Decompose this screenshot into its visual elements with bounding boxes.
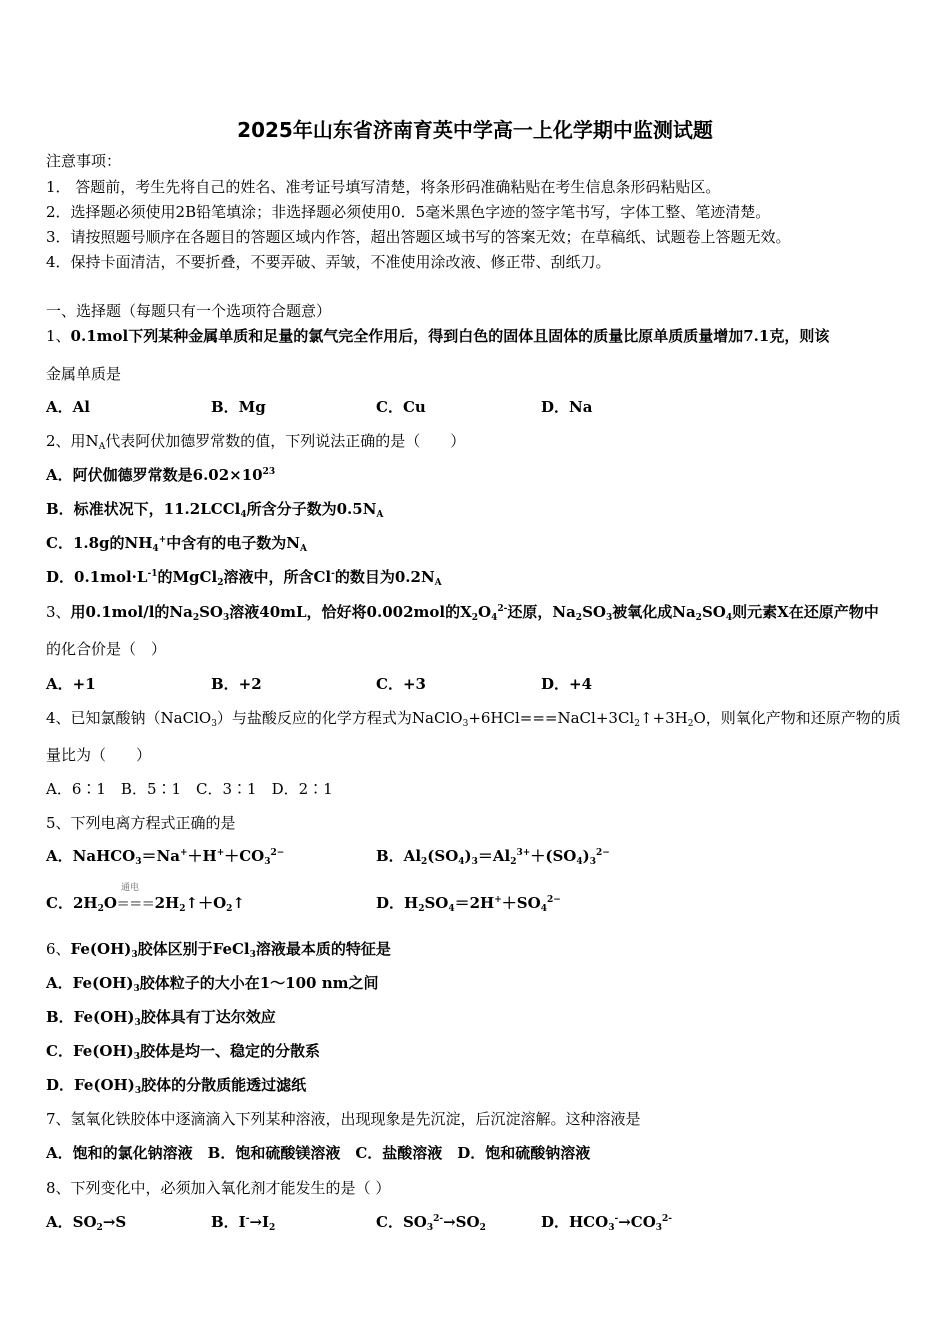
q3-option-a: A．+1 bbox=[46, 675, 96, 693]
question-number: 4、 bbox=[46, 709, 71, 727]
stem-part: 则元素X在还原产物中 bbox=[732, 603, 879, 621]
option-text: ＝Na bbox=[141, 847, 180, 865]
option-text: ) bbox=[464, 847, 472, 865]
superscript: 3+ bbox=[516, 848, 531, 858]
q3-option-d: D．+4 bbox=[541, 675, 593, 693]
option-text: 溶液中，所含Cl bbox=[223, 568, 332, 586]
option-text: ) bbox=[582, 847, 590, 865]
question-1-stem: 0.1mol下列某种金属单质和足量的氯气完全作用后，得到白色的固体且固体的质量比原单质质量增加7.1克，则该 bbox=[70, 327, 830, 345]
subscript: 3 bbox=[608, 1223, 615, 1233]
subscript: 3 bbox=[426, 1223, 434, 1233]
stem-part: SO bbox=[701, 603, 726, 621]
subscript: 2 bbox=[179, 904, 186, 914]
superscript: + bbox=[216, 848, 225, 858]
option-text: 所含分子数为0.5N bbox=[246, 500, 377, 518]
stem-part: Fe(OH) bbox=[70, 940, 132, 958]
subscript: 3 bbox=[134, 1018, 141, 1028]
electrolysis-condition: 通电 bbox=[121, 883, 140, 893]
option-text: C．2H bbox=[46, 894, 98, 912]
subscript: 3 bbox=[131, 950, 138, 960]
option-text: 胶体粒子的大小在1～100 nm之间 bbox=[139, 974, 379, 992]
subscript: A bbox=[434, 578, 442, 588]
option-text: O bbox=[103, 894, 117, 912]
subscript: 4 bbox=[458, 857, 465, 867]
q3-option-b: B．+2 bbox=[211, 675, 262, 693]
subscript: 2 bbox=[634, 719, 640, 729]
option-text: B．Al bbox=[376, 847, 422, 865]
question-3-line-1 bbox=[46, 602, 879, 622]
subscript: 2 bbox=[97, 904, 104, 914]
option-text: 的MgCl bbox=[157, 568, 218, 586]
notice-item-4: 4．保持卡面清洁，不要折叠，不要弄破、弄皱，不准使用涂改液、修正带、刮纸刀。 bbox=[46, 253, 611, 271]
stem-part: 溶液最本质的特征是 bbox=[255, 940, 391, 958]
subscript: 3 bbox=[589, 857, 596, 867]
subscript: A bbox=[299, 544, 307, 554]
stem-part: O，则氧化产物和还原产物的质 bbox=[693, 709, 901, 727]
q8-option-b bbox=[211, 1212, 275, 1232]
subscript: 3 bbox=[133, 984, 140, 994]
question-4-line-1 bbox=[46, 708, 901, 728]
option-text: SO bbox=[424, 894, 449, 912]
option-text: ↑＋O bbox=[185, 894, 227, 912]
option-text: A．NaHCO bbox=[46, 847, 136, 865]
q2-option-d bbox=[46, 567, 442, 587]
subscript: 2 bbox=[269, 1223, 276, 1233]
option-text: 2H bbox=[154, 894, 180, 912]
question-number: 6、 bbox=[46, 940, 71, 958]
subscript: 2 bbox=[695, 613, 702, 623]
question-number: 7、 bbox=[46, 1110, 71, 1128]
option-text: (SO bbox=[427, 847, 459, 865]
superscript: - bbox=[614, 1214, 619, 1224]
superscript: - bbox=[331, 569, 335, 579]
stem-part: 溶液40mL，恰好将0.002mol的X bbox=[229, 603, 472, 621]
q3-option-c: C．+3 bbox=[376, 675, 426, 693]
reaction-arrow: === bbox=[116, 894, 155, 912]
superscript: - bbox=[245, 1214, 250, 1224]
option-text: B．I bbox=[211, 1213, 246, 1231]
subscript: 2 bbox=[226, 904, 233, 914]
subscript: 3 bbox=[135, 857, 142, 867]
question-4-line-2: 量比为（ ） bbox=[46, 746, 152, 764]
subscript: 2 bbox=[687, 719, 694, 729]
question-number: 5、 bbox=[46, 814, 71, 832]
question-number: 1、 bbox=[46, 327, 71, 345]
q8-option-a bbox=[46, 1212, 126, 1232]
option-text: A．SO bbox=[46, 1213, 97, 1231]
superscript: 2− bbox=[595, 848, 610, 858]
stem-part: 代表阿伏加德罗常数的值，下列说法正确的是（ ） bbox=[105, 432, 466, 450]
option-text: ＋(SO bbox=[530, 847, 577, 865]
q5-option-d bbox=[376, 893, 561, 913]
question-number: 8、 bbox=[46, 1179, 71, 1197]
question-1-line-1 bbox=[46, 326, 829, 346]
subscript: 2 bbox=[418, 904, 425, 914]
question-1-line-2: 金属单质是 bbox=[46, 365, 122, 383]
subscript: 3 bbox=[249, 950, 256, 960]
subscript: 4 bbox=[576, 857, 583, 867]
notice-item-2: 2．选择题必须使用2B铅笔填涂；非选择题必须使用0．5毫米黑色字迹的签字笔书写，字体工整、笔迹清楚。 bbox=[46, 203, 771, 221]
subscript: 4 bbox=[540, 904, 547, 914]
stem-part: 还原，Na bbox=[507, 603, 576, 621]
subscript: 4 bbox=[491, 613, 498, 623]
q1-option-b: B．Mg bbox=[211, 398, 266, 416]
stem-part: SO bbox=[582, 603, 606, 621]
option-text: D．0.1mol·L bbox=[46, 568, 148, 586]
q6-option-d bbox=[46, 1075, 306, 1095]
subscript: 4 bbox=[725, 613, 733, 623]
q2-option-c bbox=[46, 533, 307, 553]
option-text: A．Fe(OH) bbox=[46, 974, 134, 992]
option-text: 胶体是均一、稳定的分散系 bbox=[140, 1042, 321, 1060]
superscript: 2- bbox=[662, 1214, 673, 1224]
section-heading: 一、选择题（每题只有一个选项符合题意） bbox=[46, 302, 332, 320]
option-text: B．标准状况下，11.2LCCl bbox=[46, 500, 241, 518]
subscript: 2 bbox=[217, 578, 224, 588]
subscript: 4 bbox=[240, 510, 247, 520]
option-text: ＝2H bbox=[454, 894, 495, 912]
superscript: + bbox=[179, 848, 188, 858]
stem-part: 被氧化成Na bbox=[612, 603, 696, 621]
page-title: 2025年山东省济南育英中学高一上化学期中监测试题 bbox=[237, 118, 713, 142]
q5-option-b bbox=[376, 846, 610, 866]
option-text: ＝Al bbox=[477, 847, 511, 865]
subscript: 3 bbox=[133, 1052, 141, 1062]
question-number: 2、 bbox=[46, 432, 71, 450]
stem-part: ）与盐酸反应的化学方程式为NaClO bbox=[216, 709, 463, 727]
option-text: →S bbox=[102, 1213, 127, 1231]
subscript: 2 bbox=[96, 1223, 103, 1233]
question-5-stem bbox=[46, 813, 236, 833]
stem-part: 下列电离方程式正确的是 bbox=[70, 814, 236, 832]
option-text: →I bbox=[249, 1213, 270, 1231]
q8-option-c bbox=[376, 1212, 486, 1232]
q5-option-a bbox=[46, 846, 284, 866]
option-text: C．SO bbox=[376, 1213, 427, 1231]
q1-option-d: D．Na bbox=[541, 398, 593, 416]
option-text: →SO bbox=[443, 1213, 480, 1231]
notice-item-1: 1． 答题前，考生先将自己的姓名、准考证号填写清楚，将条形码准确粘贴在考生信息条形码粘贴区。 bbox=[46, 178, 721, 196]
stem-part: 已知氯酸钠（NaClO bbox=[70, 709, 212, 727]
subscript: 2 bbox=[510, 857, 517, 867]
q4-options: A．6∶1 B．5∶1 C．3∶1 D．2∶1 bbox=[46, 780, 333, 798]
superscript: -1 bbox=[147, 569, 158, 579]
option-text: D．Fe(OH) bbox=[46, 1076, 135, 1094]
question-6-stem bbox=[46, 939, 391, 959]
q1-option-a: A．Al bbox=[46, 398, 90, 416]
option-text: C．1.8g的NH bbox=[46, 534, 153, 552]
subscript: A bbox=[376, 510, 384, 520]
notice-heading: 注意事项： bbox=[46, 152, 122, 170]
superscript: + bbox=[158, 535, 167, 545]
question-7-stem bbox=[46, 1109, 641, 1129]
option-text: C．Fe(OH) bbox=[46, 1042, 134, 1060]
subscript: 4 bbox=[448, 904, 455, 914]
option-text: D．H bbox=[376, 894, 419, 912]
subscript: 3 bbox=[264, 857, 271, 867]
stem-part: 胶体区别于FeCl bbox=[137, 940, 250, 958]
superscript: 2- bbox=[433, 1214, 444, 1224]
q6-option-a bbox=[46, 973, 378, 993]
question-2-stem bbox=[46, 431, 465, 451]
option-text: ＋SO bbox=[501, 894, 541, 912]
option-text: B．Fe(OH) bbox=[46, 1008, 135, 1026]
subscript: 2 bbox=[575, 613, 583, 623]
option-text: D．HCO bbox=[541, 1213, 609, 1231]
option-text: 胶体具有丁达尔效应 bbox=[140, 1008, 276, 1026]
q6-option-b bbox=[46, 1007, 276, 1027]
subscript: 3 bbox=[655, 1223, 663, 1233]
option-text: ＋CO bbox=[224, 847, 265, 865]
question-8-stem bbox=[46, 1178, 390, 1198]
superscript: + bbox=[494, 895, 502, 905]
option-text: ↑ bbox=[232, 894, 245, 912]
question-3-line-2: 的化合价是（ ） bbox=[46, 640, 167, 658]
q5-option-c bbox=[46, 893, 245, 913]
subscript: 2 bbox=[479, 1223, 486, 1233]
stem-part: 用N bbox=[70, 432, 99, 450]
subscript: 3 bbox=[471, 857, 478, 867]
subscript: 3 bbox=[462, 719, 469, 729]
stem-part: SO bbox=[199, 603, 223, 621]
subscript: A bbox=[98, 442, 106, 452]
stem-part: 用0.1mol/l的Na bbox=[70, 603, 193, 621]
option-text: ＋H bbox=[187, 847, 217, 865]
option-text: 的数目为0.2N bbox=[334, 568, 435, 586]
superscript: 2− bbox=[546, 895, 561, 905]
question-number: 3、 bbox=[46, 603, 71, 621]
notice-item-3: 3．请按照题号顺序在各题目的答题区域内作答，超出答题区域书写的答案无效；在草稿纸、试题卷上答题无效。 bbox=[46, 228, 791, 246]
option-text: →CO bbox=[618, 1213, 656, 1231]
subscript: 2 bbox=[471, 613, 479, 623]
stem-part: 下列变化中，必须加入氧化剂才能发生的是（ ） bbox=[70, 1179, 391, 1197]
stem-part: 氢氧化铁胶体中逐滴滴入下列某种溶液，出现现象是先沉淀，后沉淀溶解。这种溶液是 bbox=[70, 1110, 641, 1128]
subscript: 2 bbox=[421, 857, 428, 867]
subscript: 3 bbox=[223, 613, 230, 623]
superscript: 23 bbox=[262, 467, 276, 477]
subscript: 2 bbox=[192, 613, 200, 623]
q6-option-c bbox=[46, 1041, 320, 1061]
superscript: 2- bbox=[497, 604, 508, 614]
option-text: 中含有的电子数为N bbox=[166, 534, 300, 552]
stem-part: +6HCl===NaCl+3Cl bbox=[468, 709, 635, 727]
q2-option-a bbox=[46, 465, 275, 485]
subscript: 3 bbox=[605, 613, 613, 623]
q2-option-b bbox=[46, 499, 383, 519]
stem-part: ↑+3H bbox=[639, 709, 688, 727]
subscript: 3 bbox=[211, 719, 217, 729]
q8-option-d bbox=[541, 1212, 672, 1232]
superscript: 2− bbox=[270, 848, 285, 858]
subscript: 3 bbox=[134, 1086, 142, 1096]
q7-options: A．饱和的氯化钠溶液 B．饱和硫酸镁溶液 C．盐酸溶液 D．饱和硫酸钠溶液 bbox=[46, 1144, 591, 1162]
option-text: 胶体的分散质能透过滤纸 bbox=[141, 1076, 307, 1094]
stem-part: O bbox=[478, 603, 492, 621]
q1-option-c: C．Cu bbox=[376, 398, 426, 416]
subscript: 4 bbox=[152, 544, 159, 554]
option-text: A．阿伏伽德罗常数是6.02×10 bbox=[46, 466, 263, 484]
